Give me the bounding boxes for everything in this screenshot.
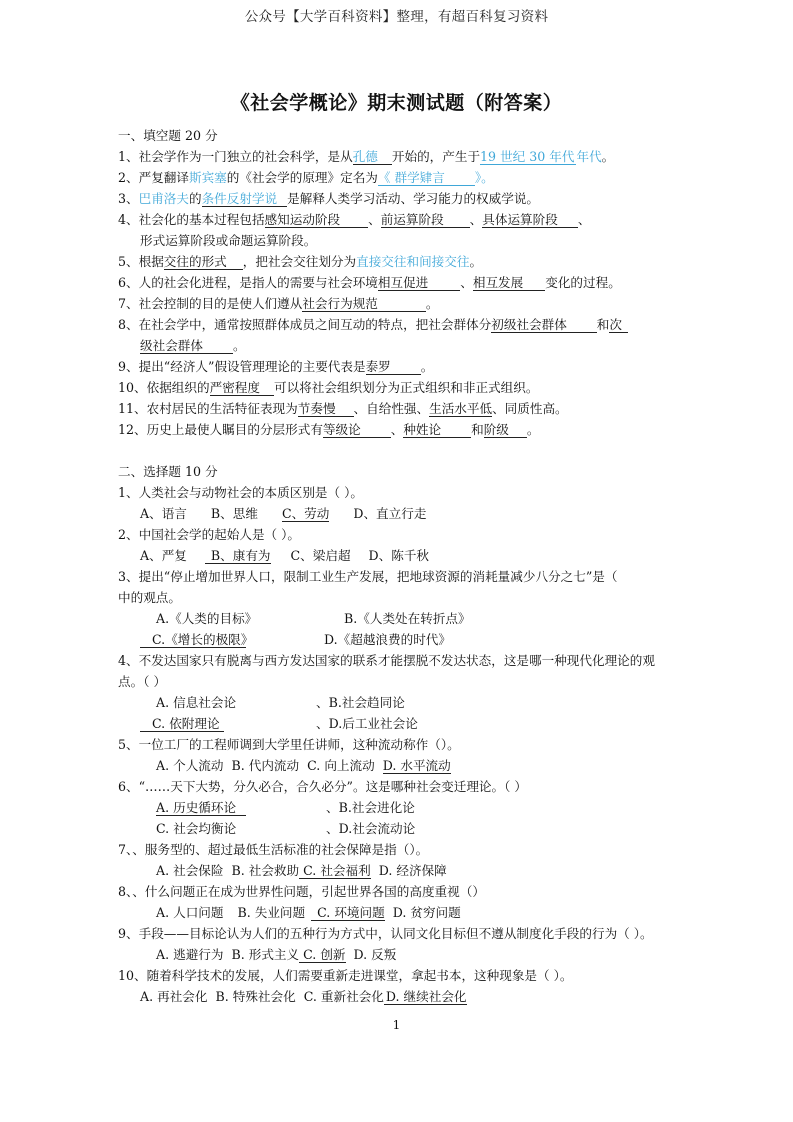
option: B. 代内流动	[231, 758, 300, 773]
option-answer: C.《增长的极限》	[140, 632, 246, 648]
choice-q2-options	[118, 546, 429, 566]
fill-q8: 8、在社会学中，通常按照群体成员之间互动的特点，把社会群体分初级社会群体 和次	[118, 315, 628, 335]
option: A.《人类的目标》	[156, 611, 258, 626]
answer-blank: 具体运算阶段	[482, 212, 578, 228]
answer-blank: 孔德	[353, 149, 392, 165]
option: B. 社会救助	[231, 863, 300, 878]
answer-blank: 相互发展	[473, 275, 545, 291]
answer-blank: 节奏慢	[298, 401, 354, 417]
option: B. 特殊社会化	[215, 989, 296, 1004]
option-answer: C、劳动	[281, 506, 330, 521]
answer-blank: 交往的形式	[164, 254, 243, 270]
answer-blank: 条件反射学说	[202, 191, 288, 207]
option: C. 重新社会化	[303, 989, 384, 1004]
fill-q11: 11、农村居民的生活特征表现为节奏慢 、自给性强、生活水平低、同质性高。	[118, 401, 568, 416]
answer-blank: 社会行为规范	[302, 296, 426, 312]
option-answer: B、康有为	[205, 548, 271, 564]
page-header: 公众号【大学百科资料】整理，有超百科复习资料	[244, 9, 549, 25]
answer-blank: 初级社会群体	[491, 317, 597, 333]
option: B. 失业问题	[237, 905, 306, 920]
choice-q3-options-row2	[118, 630, 451, 650]
choice-q7-options	[118, 861, 447, 881]
option-answer: C. 创新	[299, 947, 345, 963]
option: D. 反叛	[353, 947, 397, 962]
fill-q4: 4、社会化的基本过程包括感知运动阶段 、前运算阶段 、具体运算阶段 、	[118, 212, 591, 227]
fill-q9: 9、提出“经济人”假设管理理论的主要代表是泰罗 。	[118, 359, 434, 374]
option: C、梁启超	[290, 548, 351, 563]
option: D、直立行走	[353, 506, 427, 521]
fill-q6: 6、人的社会化进程，是指人的需要与社会环境相互促进 、相互发展 变化的过程。	[118, 275, 621, 290]
option-answer: A. 历史循环论	[156, 800, 246, 816]
option-answer: D. 继续社会化	[385, 989, 467, 1004]
choice-q1-options	[118, 504, 426, 524]
option: A、严复	[140, 548, 187, 563]
fill-q10: 10、依据组织的严密程度可以将社会组织划分为正式组织和非正式组织。	[118, 380, 539, 395]
choice-q6-stem: 6、“……天下大势，分久必合，合久必分”。这是哪种社会变迁理论。（ ）	[118, 779, 527, 794]
choice-q8-stem: 8、、什么问题正在成为世界性问题，引起世界各国的高度重视（）	[118, 884, 485, 899]
answer-blank: 阶级	[484, 422, 527, 438]
option: B.《人类处在转折点》	[344, 611, 471, 626]
choice-q6-options-row1	[118, 798, 415, 818]
choice-q4-options-row1	[118, 693, 405, 713]
answer-blank: 种姓论	[403, 422, 471, 438]
fill-q5: 5、根据交往的形式，把社会交往划分为直接交往和间接交往。	[118, 254, 483, 269]
option: D、陈千秋	[368, 548, 430, 563]
answer-blank: 次	[609, 317, 628, 333]
option: 、B.社会进化论	[326, 800, 415, 815]
choice-q6-options-row2	[118, 819, 415, 839]
fill-q4-cont: 形式运算阶段或命题运算阶段。	[140, 233, 317, 248]
answer-blank: 级社会群体	[140, 338, 233, 354]
answer-blank: 泰罗	[366, 359, 421, 375]
choice-q10-stem: 10、随着科学技术的发展，人们需要重新走进课堂，拿起书本，这种现象是（ ）。	[118, 968, 573, 983]
option: A. 人口问题	[156, 905, 224, 920]
choice-q3-stem-cont: 中的观点。	[118, 590, 181, 605]
fill-q8-cont: 级社会群体 。	[140, 338, 246, 353]
option: 、D.后工业社会论	[316, 716, 418, 731]
choice-q4-stem: 4、不发达国家只有脱离与西方发达国家的联系才能摆脱不发达状态，这是哪一种现代化理论的观	[118, 653, 655, 668]
page-title: 《社会学概论》期末测试题（附答案）	[230, 92, 563, 114]
choice-q2-stem: 2、中国社会学的起始人是（ ）。	[118, 527, 301, 542]
choice-q4-options-row2	[118, 714, 418, 734]
choice-q3-stem: 3、提出“停止增加世界人口，限制工业生产发展，把地球资源的消耗量减少八分之七”是（	[118, 569, 618, 584]
fill-q1: 1、社会学作为一门独立的社会科学，是从孔德 开始的，产生于19 世纪 30 年代 年代。	[118, 149, 615, 164]
option: D. 贫穷问题	[392, 905, 461, 920]
option: D.《超越浪费的时代》	[324, 632, 451, 647]
fill-q7: 7、社会控制的目的是使人们遵从社会行为规范 。	[118, 296, 439, 311]
option-answer: C. 环境问题	[311, 905, 385, 921]
answer-blank: 严密程度	[210, 380, 274, 396]
choice-q7-stem: 7、、服务型的、超过最低生活标准的社会保障是指（）。	[118, 842, 429, 857]
fill-q2: 2、严复翻译斯宾塞的《社会学的原理》定名为《 群学肄言 》。	[118, 170, 494, 185]
option: C. 社会均衡论	[156, 821, 237, 836]
choice-q9-stem: 9、手段——目标论认为人们的五种行为方式中，认同文化目标但不遵从制度化手段的行为（ ）。	[118, 926, 653, 941]
choice-q5-options	[118, 756, 451, 776]
section-heading-fill: 一、填空题 20 分	[118, 128, 218, 143]
option-answer: C. 依附理论	[140, 716, 224, 732]
option-answer: D. 水平流动	[382, 758, 451, 773]
option: A. 逃避行为	[156, 947, 224, 962]
choice-q5-stem: 5、一位工厂的工程师调到大学里任讲师，这种流动称作（）。	[118, 737, 460, 752]
page-number: 1	[392, 1018, 401, 1032]
answer-blank: 生活水平低	[429, 401, 493, 416]
choice-q8-options	[118, 903, 461, 923]
answer-blank: 感知运动阶段	[265, 212, 369, 228]
choice-q4-stem-cont: 点。（ ）	[118, 674, 167, 689]
answer-blank: 等级论	[323, 422, 391, 438]
answer-blank: 前运算阶段	[381, 212, 470, 228]
option: B、思维	[210, 506, 258, 521]
choice-q10-options	[118, 987, 467, 1007]
answer-blank: 19 世纪 30 年代	[480, 149, 575, 164]
choice-q1-stem: 1、人类社会与动物社会的本质区别是（ ）。	[118, 485, 363, 500]
option: A、语言	[140, 506, 187, 521]
option: 、B.社会趋同论	[316, 695, 405, 710]
choice-q9-options	[118, 945, 396, 965]
option: B. 形式主义	[231, 947, 300, 962]
choice-q3-options-row1	[118, 609, 471, 629]
option: A. 信息社会论	[156, 695, 237, 710]
option: A. 社会保险	[156, 863, 224, 878]
option: C. 向上流动	[307, 758, 375, 773]
option: 、D.社会流动论	[326, 821, 416, 836]
option: D. 经济保障	[378, 863, 447, 878]
option: A. 个人流动	[156, 758, 224, 773]
section-heading-choice: 二、选择题 10 分	[118, 464, 218, 479]
option-answer: C. 社会福利	[299, 863, 371, 879]
option: A. 再社会化	[140, 989, 208, 1004]
answer-blank: 《 群学肄言	[378, 170, 475, 186]
fill-q3: 3、巴甫洛夫的条件反射学说是解释人类学习活动、学习能力的权威学说。	[118, 191, 540, 206]
answer-blank: 相互促进	[378, 275, 460, 291]
fill-q12: 12、历史上最使人瞩目的分层形式有等级论 、种姓论 和阶级 。	[118, 422, 540, 437]
